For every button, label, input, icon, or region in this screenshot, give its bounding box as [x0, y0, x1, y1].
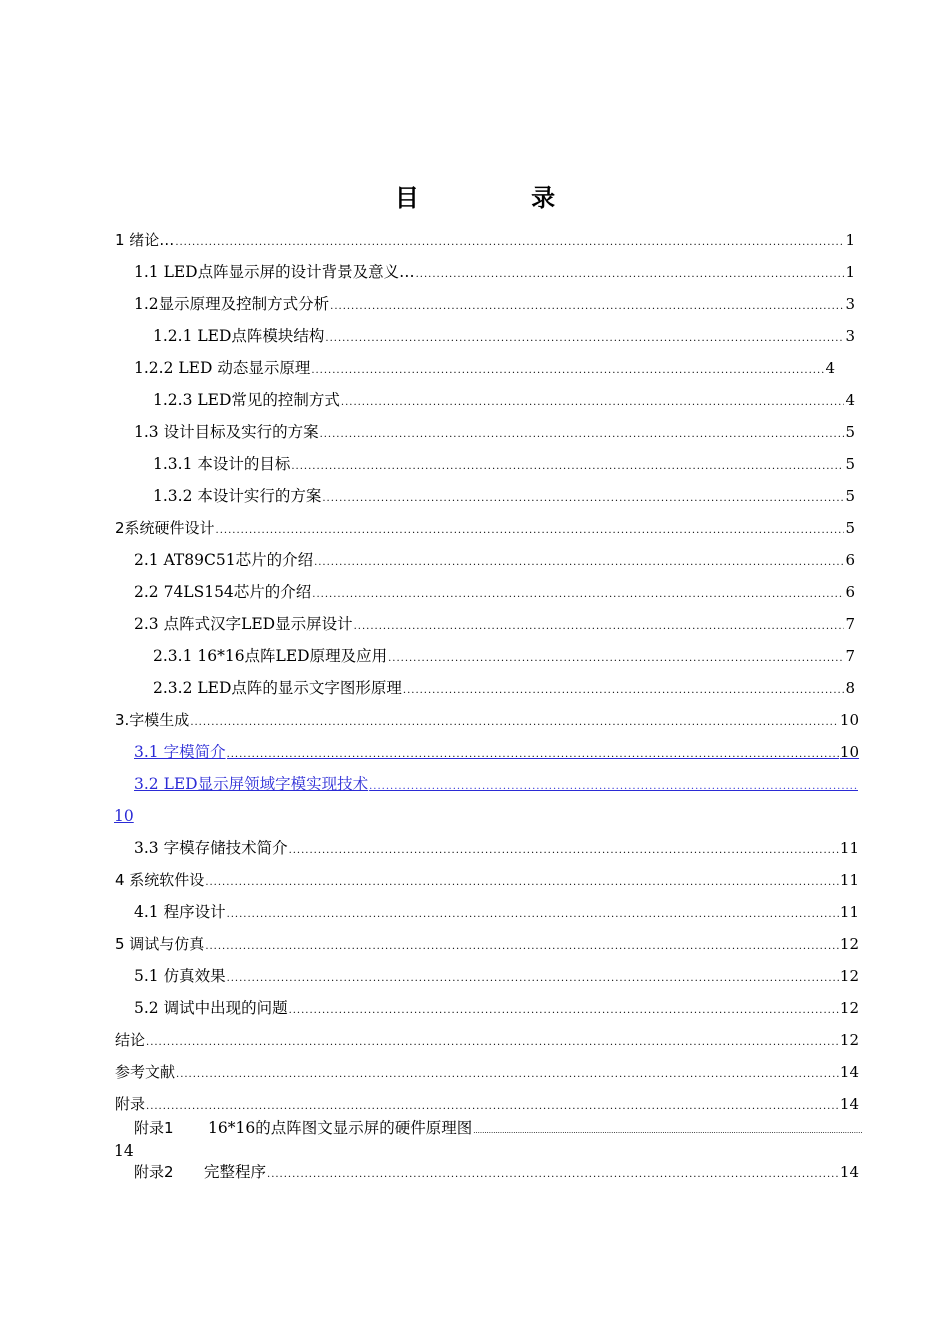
leader-dots: [330, 291, 844, 323]
toc-label: 1.3.1 本设计的目标: [153, 455, 291, 473]
toc-label: 1.2.3 LED常见的控制方式: [153, 391, 340, 409]
leader-dots: [291, 451, 844, 483]
toc-page-number: 11: [839, 871, 859, 889]
toc-label: 2.3.2 LED点阵的显示文字图形原理: [153, 679, 402, 697]
leader-dots: [325, 323, 844, 355]
leader-dots: [320, 419, 845, 451]
toc-entry[interactable]: [134, 608, 855, 640]
toc-label: 4 系统软件设: [115, 871, 205, 889]
toc-page-number: 10: [839, 711, 859, 729]
toc-label: 3.字模生成: [115, 711, 190, 729]
toc-entry[interactable]: [134, 256, 855, 288]
toc-page-number: 5: [845, 455, 855, 473]
toc-entry[interactable]: [134, 896, 859, 928]
toc-label: 2.1 AT89C51芯片的介绍: [134, 551, 314, 569]
toc-label-text: 16*16的点阵图文显示屏的硬件原理图: [208, 1119, 473, 1137]
leader-dots: [289, 835, 839, 867]
leader-dots: [354, 611, 845, 643]
leader-dots: [312, 579, 844, 611]
toc-label: 1.2.2 LED 动态显示原理: [134, 359, 311, 377]
toc-page-number: 12: [839, 1031, 859, 1049]
toc-entry[interactable]: [115, 928, 859, 960]
toc-label: 参考文献: [115, 1063, 176, 1081]
toc-page-number: 1: [845, 231, 855, 249]
toc-label: 1.1 LED点阵显示屏的设计背景及意义…: [134, 263, 415, 281]
leader-dots: [205, 867, 839, 899]
toc-label: 1.3.2 本设计实行的方案: [153, 487, 322, 505]
toc-entry[interactable]: [115, 704, 859, 736]
toc-page-number: 14: [114, 1142, 134, 1160]
toc-page-number: 8: [845, 679, 855, 697]
toc-page-number: 5: [845, 423, 855, 441]
leader-dots: [227, 963, 839, 995]
toc-entry[interactable]: [134, 352, 835, 384]
toc-entry-link[interactable]: [134, 768, 859, 800]
page-title: 目 录: [394, 184, 608, 212]
leader-dots: [314, 547, 844, 579]
toc-label: 附录: [115, 1095, 146, 1113]
toc-label: 附录1: [134, 1119, 174, 1137]
toc-label: 1.2显示原理及控制方式分析: [134, 295, 330, 313]
toc-entry[interactable]: [153, 640, 855, 672]
leader-dots: [205, 931, 839, 963]
leader-dots: [403, 675, 845, 707]
toc-label: 结论: [115, 1031, 146, 1049]
toc-entry[interactable]: [134, 288, 855, 320]
toc-entry[interactable]: [134, 960, 859, 992]
toc-page-number: 6: [845, 583, 855, 601]
toc-entry[interactable]: [134, 1112, 864, 1144]
leader-dots: [473, 1115, 863, 1147]
toc-label: 1.3 设计目标及实行的方案: [134, 423, 319, 441]
leader-dots: [146, 1027, 839, 1059]
toc-page-number: 11: [839, 839, 859, 857]
toc-label: 2.3.1 16*16点阵LED原理及应用: [153, 647, 388, 665]
toc-label: 附录2: [134, 1163, 174, 1181]
toc-label: 4.1 程序设计: [134, 903, 226, 921]
toc-label: 2.3 点阵式汉字LED显示屏设计: [134, 615, 353, 633]
toc-label: 3.2 LED显示屏领域字模实现技术: [134, 775, 369, 793]
leader-dots: [267, 1159, 839, 1191]
leader-dots: [416, 259, 845, 291]
toc-page-number: 14: [839, 1163, 859, 1181]
leader-dots: [175, 227, 844, 259]
toc-entry[interactable]: [134, 544, 855, 576]
toc-page-number: 4: [845, 391, 855, 409]
toc-page-number: 10: [839, 743, 859, 761]
toc-entry[interactable]: [153, 320, 855, 352]
toc-page-number: 4: [825, 359, 835, 377]
leader-dots: [322, 483, 844, 515]
toc-entry[interactable]: [134, 416, 855, 448]
leader-dots: [216, 515, 845, 547]
toc-label: 2系统硬件设计: [115, 519, 215, 537]
toc-page-number: 6: [845, 551, 855, 569]
toc-entry[interactable]: [134, 1156, 859, 1188]
leader-dots: [369, 771, 858, 803]
toc-page-number: 5: [845, 519, 855, 537]
leader-dots: [227, 739, 839, 771]
toc-entry[interactable]: [115, 864, 859, 896]
leader-dots: [227, 899, 839, 931]
toc-entry[interactable]: [153, 448, 855, 480]
toc-entry[interactable]: [153, 672, 855, 704]
toc-page-number[interactable]: 10: [114, 807, 134, 825]
toc-entry[interactable]: [115, 512, 855, 544]
toc-entry[interactable]: [115, 1056, 859, 1088]
toc-label: 3.1 字模简介: [134, 743, 226, 761]
toc-page-number: 1: [845, 263, 855, 281]
toc-label: 5.2 调试中出现的问题: [134, 999, 288, 1017]
toc-page-number: 12: [839, 999, 859, 1017]
toc-label: 1.2.1 LED点阵模块结构: [153, 327, 325, 345]
toc-entry[interactable]: [153, 384, 855, 416]
toc-page-number: 14: [839, 1063, 859, 1081]
toc-page-number: 12: [839, 967, 859, 985]
toc-label: 2.2 74LS154芯片的介绍: [134, 583, 312, 601]
leader-dots: [388, 643, 844, 675]
leader-dots: [341, 387, 845, 419]
toc-label: 5 调试与仿真: [115, 935, 205, 953]
toc-page-number: 7: [845, 615, 855, 633]
toc-label-text: 完整程序: [204, 1163, 267, 1181]
toc-entry[interactable]: [134, 832, 859, 864]
toc-entry[interactable]: [115, 1024, 859, 1056]
toc-page-number: 5: [845, 487, 855, 505]
toc-page-number: 12: [839, 935, 859, 953]
leader-dots: [289, 995, 839, 1027]
toc-entry[interactable]: [115, 224, 855, 256]
toc-page-number: 3: [845, 327, 855, 345]
leader-dots: [176, 1059, 839, 1091]
toc-entry[interactable]: [134, 576, 855, 608]
toc-page-number: 3: [845, 295, 855, 313]
leader-dots: [190, 707, 839, 739]
toc-label: 3.3 字模存储技术简介: [134, 839, 288, 857]
toc-entry[interactable]: [153, 480, 855, 512]
toc-label: 1 绪论…: [115, 231, 175, 249]
toc-page-number: 7: [845, 647, 855, 665]
toc-label: 5.1 仿真效果: [134, 967, 226, 985]
toc-entry[interactable]: [134, 992, 859, 1024]
leader-dots: [311, 355, 824, 387]
toc-entry-link[interactable]: [134, 736, 859, 768]
toc-page-number: 11: [839, 903, 859, 921]
toc-page-number: 14: [839, 1095, 859, 1113]
